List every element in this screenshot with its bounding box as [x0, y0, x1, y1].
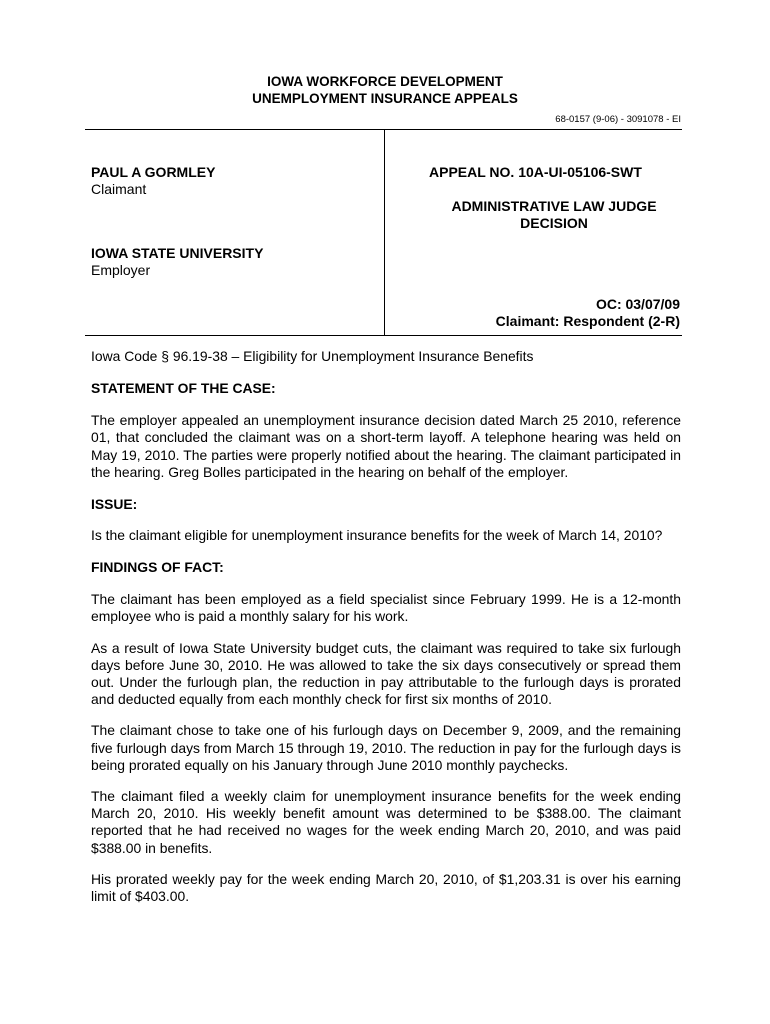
findings-paragraph: The claimant chose to take one of his furlough days on December 9, 2009, and the remaining five furlough days from March 15 through 19, 2010. The reduction in pay for the furlough days is being prorated equally on his January through June 2010 monthly paychecks.: [91, 722, 681, 773]
issue-section: [91, 496, 681, 544]
claimant-block: [91, 164, 215, 198]
statement-heading: STATEMENT OF THE CASE:: [91, 380, 276, 396]
statement-text: The employer appealed an unemployment insurance decision dated March 25 2010, reference 01, that concluded the claimant was on a short-term layoff. A telephone hearing was held on May 19, 2010. The parties were properly notified about the hearing. The claimant participated in the hearing. Greg Bolles participated in the hearing on behalf of the employer.: [91, 412, 681, 480]
issue-heading: ISSUE:: [91, 496, 138, 512]
findings-paragraph: His prorated weekly pay for the week ending March 20, 2010, of $1,203.31 is over his earning limit of $403.00.: [91, 870, 681, 905]
caption-bottom-rule: [85, 335, 682, 336]
decision-title-line1: ADMINISTRATIVE LAW JUDGE: [451, 198, 657, 214]
code-reference: [91, 348, 681, 365]
division-title: UNEMPLOYMENT INSURANCE APPEALS: [252, 91, 518, 106]
claimant-label: Claimant: [91, 181, 147, 197]
claimant-name: PAUL A GORMLEY: [91, 164, 216, 180]
employer-name: IOWA STATE UNIVERSITY: [91, 245, 264, 261]
findings-heading: FINDINGS OF FACT:: [91, 559, 224, 575]
oc-block: [496, 296, 680, 330]
findings-paragraph: As a result of Iowa State University budget cuts, the claimant was required to take six furlough days before June 30, 2010. He was allowed to take the six days consecutively or spread them out. Under the furlough plan, the reduction in pay attributable to the furlough days is prorated and deducted equally from each monthly check for first six months of 2010.: [91, 639, 681, 708]
employer-block: [91, 245, 263, 279]
findings-paragraph: The claimant filed a weekly claim for unemployment insurance benefits for the week ending March 20, 2010. His weekly benefit amount was determined to be $388.00. The claimant reported that he had received no wages for the week ending March 20, 2010, and was paid $388.00 in benefits.: [91, 788, 681, 856]
statement-section: [91, 380, 681, 481]
findings-section: [91, 559, 681, 905]
findings-paragraph: The claimant has been employed as a field specialist since February 1999. He is a 12-month employee who is paid a monthly salary for his work.: [91, 591, 681, 625]
caption-divider: [384, 129, 385, 336]
employer-label: Employer: [91, 262, 151, 278]
appeal-number: APPEAL NO. 10A-UI-05106-SWT: [429, 164, 642, 180]
claimant-status: Claimant: Respondent (2-R): [495, 313, 680, 329]
code-reference-text: Iowa Code § 96.19-38 – Eligibility for Unemployment Insurance Benefits: [91, 348, 534, 364]
issue-text: Is the claimant eligible for unemployment insurance benefits for the week of March 14, 2010?: [91, 527, 663, 544]
oc-date: OC: 03/07/09: [595, 296, 680, 312]
decision-title-line2: DECISION: [520, 215, 588, 231]
decision-title: [384, 198, 724, 232]
form-number: 68-0157 (9-06) - 3091078 - EI: [555, 114, 681, 125]
agency-title: IOWA WORKFORCE DEVELOPMENT: [267, 74, 503, 89]
